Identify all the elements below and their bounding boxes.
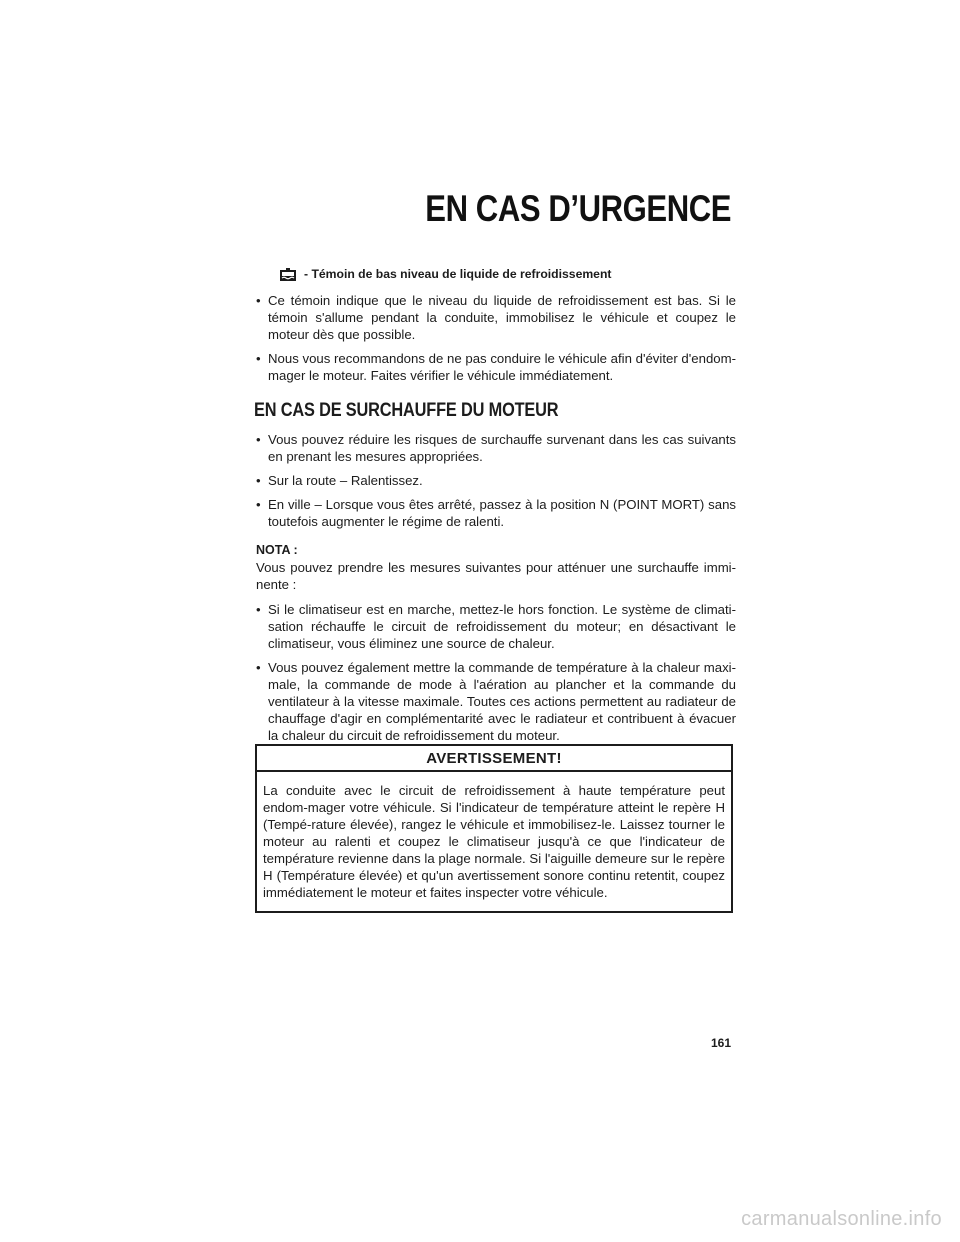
list-item-text: Vous pouvez également mettre la commande de température à la chaleur maxi-male, la commande de mode à l'aération au plancher et la commande du ventilateur à la vitesse maximale. Toutes ces actions permettent au radiateur de chauffage d'agir en complémentarité avec le radiateur et contribuent à évacuer la chaleur du circuit de refroidissement du moteur. — [268, 660, 736, 743]
list-item — [256, 496, 736, 530]
list-item — [256, 601, 736, 652]
warning-text: La conduite avec le circuit de refroidissement à haute température peut endom-mager votre véhicule. Si l'indicateur de température atteint le repère H (Tempé-rature élevée), rangez le véhicule et immobilisez-le. Laissez tourner le moteur au ralenti et coupez le climatiseur jusqu'à ce que l'indicateur de température revienne dans la plage normale. Si l'aiguille demeure sur le repère H (Température élevée) et qu'un avertissement sonore continu retentit, coupez immédiatement le moteur et faites inspecter votre véhicule. — [263, 783, 725, 900]
note-bullet-list — [256, 601, 736, 744]
chapter-title: EN CAS D’URGENCE — [425, 188, 731, 229]
list-item — [256, 472, 736, 489]
indicator-title: - Témoin de bas niveau de liquide de refroidissement — [304, 267, 612, 281]
list-item — [256, 659, 736, 744]
indicator-heading — [278, 266, 736, 283]
list-item-text: Vous pouvez réduire les risques de surchauffe survenant dans les cas suivants en prenant les mesures appropriées. — [268, 432, 736, 464]
note-label: NOTA : — [256, 543, 298, 557]
list-item-text: Nous vous recommandons de ne pas conduire le véhicule afin d'éviter d'endom-mager le moteur. Faites vérifier le véhicule immédiatement. — [268, 351, 736, 383]
list-item-text: Sur la route – Ralentissez. — [268, 473, 423, 488]
bullet-symbol: • — [256, 473, 261, 488]
note-text: Vous pouvez prendre les mesures suivantes pour atténuer une surchauffe immi-nente : — [256, 560, 736, 592]
page-content — [256, 266, 736, 751]
list-item — [256, 292, 736, 343]
bullet-symbol: • — [256, 351, 261, 366]
indicator-bullet-list — [256, 292, 736, 384]
page-number: 161 — [710, 1036, 731, 1050]
bullet-symbol: • — [256, 660, 261, 675]
list-item — [256, 431, 736, 465]
bullet-symbol: • — [256, 293, 261, 308]
section-heading: EN CAS DE SURCHAUFFE DU MOTEUR — [254, 400, 559, 421]
coolant-level-icon — [278, 267, 298, 283]
bullet-symbol: • — [256, 432, 261, 447]
overheat-bullet-list — [256, 431, 736, 530]
bullet-symbol: • — [256, 602, 261, 617]
list-item — [256, 350, 736, 384]
warning-box — [255, 744, 733, 913]
list-item-text: Ce témoin indique que le niveau du liquide de refroidissement est bas. Si le témoin s'allume pendant la conduite, immobilisez le véhicule et coupez le moteur dès que possible. — [268, 293, 736, 342]
warning-title: AVERTISSEMENT! — [257, 746, 731, 772]
watermark: carmanualsonline.info — [741, 1208, 942, 1230]
bullet-symbol: • — [256, 497, 261, 512]
list-item-text: Si le climatiseur est en marche, mettez-le hors fonction. Le système de climati-sation réchauffe le circuit de refroidissement du moteur; en désactivant le climatiseur, vous éliminez une source de chaleur. — [268, 602, 736, 651]
list-item-text: En ville – Lorsque vous êtes arrêté, passez à la position N (POINT MORT) sans toutefois augmenter le régime de ralenti. — [268, 497, 736, 529]
